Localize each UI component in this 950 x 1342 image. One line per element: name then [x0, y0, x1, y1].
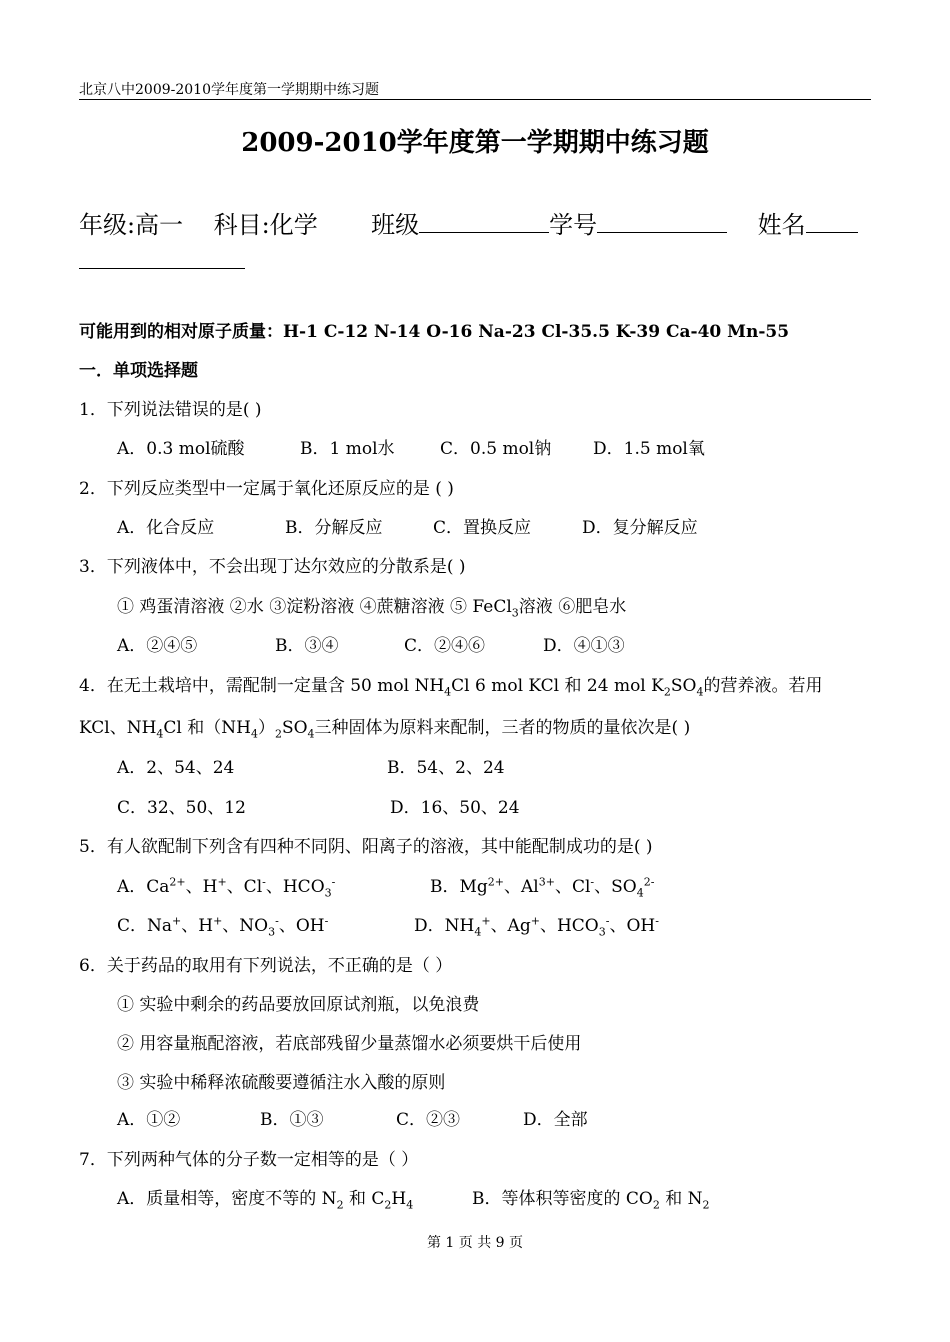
page-header: 北京八中2009-2010学年度第一学期期中练习题: [79, 79, 871, 100]
option-b: B．54、2、24: [387, 758, 505, 778]
option-c: C．Na+、H+、$NO_3^-$、OH-: [117, 914, 329, 939]
option-a: A．2、54、24: [117, 758, 235, 778]
option-d: D．$NH_4^+$、Ag+、$HCO_3^-$、OH-: [414, 914, 659, 939]
question-7-stem: 7．下列两种气体的分子数一定相等的是（ ）: [79, 1150, 419, 1170]
option-a: A．0.3 mol硫酸: [117, 439, 245, 459]
document-title: 2009-2010学年度第一学期期中练习题: [241, 128, 709, 158]
name-blank-continued: [79, 268, 245, 269]
option-c: C．置换反应: [433, 518, 532, 538]
question-6-statement-1: ① 实验中剩余的药品要放回原试剂瓶，以免浪费: [117, 995, 480, 1015]
option-d: D．复分解反应: [582, 518, 698, 538]
option-a: A．化合反应: [117, 518, 215, 538]
option-d: D．1.5 mol氧: [593, 439, 705, 459]
section-heading: 一．单项选择题: [79, 361, 198, 381]
option-c: C．②③: [396, 1110, 461, 1130]
question-2-stem: 2．下列反应类型中一定属于氧化还原反应的是 ( ): [79, 479, 454, 499]
subject-label: 科目:化学: [213, 211, 318, 239]
question-6-statement-2: ② 用容量瓶配溶液，若底部残留少量蒸馏水必须要烘干后使用: [117, 1034, 582, 1054]
name-label: 姓名: [757, 211, 806, 239]
question-3-stem: 3．下列液体中，不会出现丁达尔效应的分散系是( ): [79, 557, 466, 577]
question-3-items: ① 鸡蛋清溶液 ②水 ③淀粉溶液 ④蔗糖溶液 ⑤ FeCl$_3$溶液 ⑥肥皂水: [117, 597, 627, 620]
question-6-statement-3: ③ 实验中稀释浓硫酸要遵循注水入酸的原则: [117, 1073, 446, 1093]
question-4-stem-line1: 4．在无土栽培中，需配制一定量含 50 mol $NH_4Cl$ 6 mol KCl 和 24 mol $K_2SO_4$的营养液。若用: [79, 676, 823, 699]
option-c: C．32、50、12: [117, 798, 246, 818]
id-blank: [597, 206, 727, 233]
option-b: B．分解反应: [285, 518, 383, 538]
option-d: D．16、50、24: [390, 798, 520, 818]
option-b: B．等体积等密度的 $CO_2$ 和 $N_2$: [472, 1189, 710, 1212]
question-1-stem: 1．下列说法错误的是( ): [79, 400, 262, 420]
option-c: C．0.5 mol钠: [440, 439, 552, 459]
option-c: C．②④⑥: [404, 636, 486, 656]
option-d: D．全部: [523, 1110, 588, 1130]
option-b: B．$Mg^{2+}$、$Al^{3+}$、Cl-、$SO_4^{2-}$: [430, 875, 655, 900]
atomic-masses: 可能用到的相对原子质量：H-1 C-12 N-14 O-16 Na-23 Cl-35.5 K-39 Ca-40 Mn-55: [79, 322, 790, 342]
class-label: 班级: [371, 211, 420, 239]
page-footer: 第 1 页 共 9 页: [426, 1235, 524, 1251]
student-info: [79, 206, 889, 241]
question-5-stem: 5．有人欲配制下列含有四种不同阴、阳离子的溶液，其中能配制成功的是( ): [79, 837, 653, 857]
class-blank: [419, 206, 549, 233]
option-b: B．③④: [275, 636, 339, 656]
option-a: A．$Ca^{2+}$、H+、Cl-、$HCO_3^-$: [117, 875, 336, 900]
question-4-stem-line2: KCl、$NH_4Cl$ 和$(NH_4)_2SO_4$三种固体为原料来配制，三者的物质的量依次是( ): [79, 718, 691, 741]
option-a: A．质量相等，密度不等的 $N_2$ 和 $C_2H_4$: [117, 1189, 414, 1212]
option-a: A．②④⑤: [117, 636, 198, 656]
option-d: D．④①③: [543, 636, 625, 656]
option-a: A．①②: [117, 1110, 181, 1130]
id-label: 学号: [549, 211, 598, 239]
option-b: B．1 mol水: [300, 439, 395, 459]
grade-label: 年级:高一: [79, 211, 184, 239]
question-6-stem: 6．关于药品的取用有下列说法，不正确的是（ ）: [79, 956, 453, 976]
option-b: B．①③: [260, 1110, 324, 1130]
name-blank: [806, 206, 858, 233]
